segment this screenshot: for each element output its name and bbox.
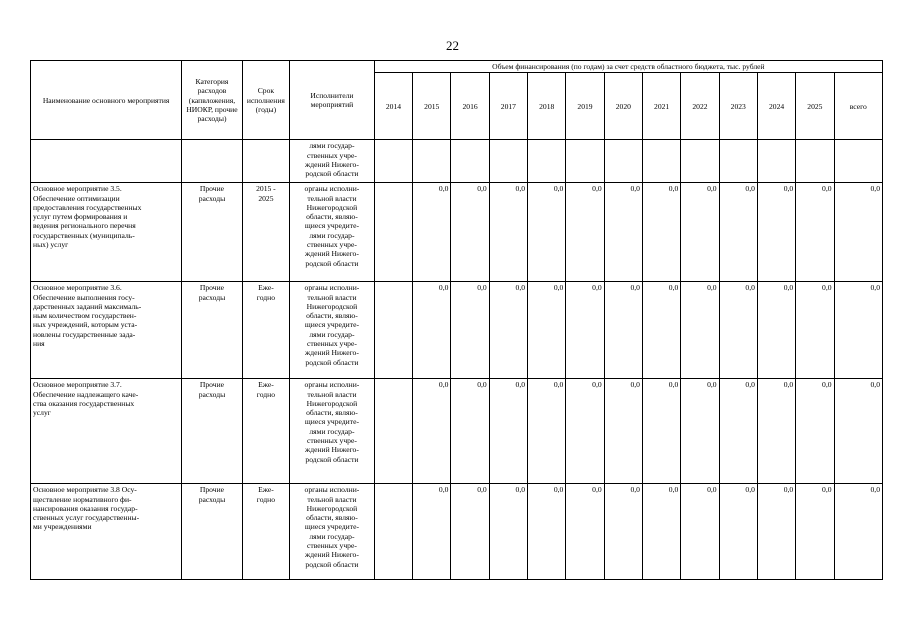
term-line: годно bbox=[256, 292, 276, 302]
executor-line: области, являю- bbox=[306, 212, 358, 222]
year-value-cell: 0,0 bbox=[757, 379, 795, 484]
term-line: годно bbox=[256, 494, 276, 504]
activity-name-line: предоставления государственных bbox=[33, 202, 142, 212]
year-value-cell: 0,0 bbox=[489, 484, 527, 580]
year-value-cell: 0,0 bbox=[528, 183, 566, 282]
executor-line: области, являю- bbox=[306, 408, 358, 418]
activity-name-line: услуг bbox=[33, 408, 51, 418]
executor-line: Нижегородской bbox=[306, 202, 358, 212]
category-line: расходы bbox=[198, 292, 226, 302]
year-value-cell: 0,0 bbox=[757, 484, 795, 580]
category-cell bbox=[182, 379, 242, 484]
executor-cell bbox=[290, 183, 375, 282]
year-header: 2023 bbox=[719, 73, 757, 140]
year-value-cell: 0,0 bbox=[451, 183, 489, 282]
executor-line: тельной власти bbox=[307, 494, 357, 504]
executor-line: ственных учре- bbox=[307, 240, 357, 250]
executor-line: ждений Нижего- bbox=[304, 159, 359, 169]
executor-line: родской области bbox=[305, 357, 359, 367]
category-line: расходы bbox=[198, 193, 226, 203]
activity-name-line: Обеспечение оптимизации bbox=[33, 193, 120, 203]
executor-cell bbox=[290, 140, 375, 183]
year-header: 2025 bbox=[796, 73, 834, 140]
year-header: 2022 bbox=[681, 73, 719, 140]
total-value-cell: 0,0 bbox=[834, 484, 882, 580]
category-line: Прочие bbox=[199, 184, 225, 194]
activity-name-line: ведения регионального перечня bbox=[33, 221, 136, 231]
year-header: 2015 bbox=[413, 73, 451, 140]
activity-name-line: ства оказания государственных bbox=[33, 398, 135, 408]
year-value-cell: 0,0 bbox=[413, 484, 451, 580]
category-line: расходы bbox=[198, 389, 226, 399]
year-value-cell bbox=[374, 484, 412, 580]
year-value-cell: 0,0 bbox=[757, 282, 795, 379]
year-header: 2016 bbox=[451, 73, 489, 140]
category-line: расходы bbox=[198, 494, 226, 504]
term-line: 2015 - bbox=[256, 184, 276, 194]
year-value-cell: 0,0 bbox=[489, 379, 527, 484]
activity-name-line: Основное мероприятие 3.8 Осу- bbox=[33, 485, 137, 495]
executor-line: лями государ- bbox=[309, 141, 355, 151]
header-name: Наименование основного мероприятия bbox=[31, 61, 182, 140]
term-cell bbox=[242, 282, 289, 379]
year-value-cell: 0,0 bbox=[757, 183, 795, 282]
activity-name-line: государственных (муниципаль- bbox=[33, 230, 135, 240]
year-value-cell: 0,0 bbox=[604, 183, 642, 282]
category-line: Прочие bbox=[199, 380, 225, 390]
year-value-cell: 0,0 bbox=[566, 379, 604, 484]
year-value-cell: 0,0 bbox=[566, 183, 604, 282]
year-value-cell: 0,0 bbox=[796, 379, 834, 484]
executor-line: органы исполни- bbox=[304, 184, 360, 194]
year-value-cell: 0,0 bbox=[642, 484, 680, 580]
executor-cell bbox=[290, 379, 375, 484]
executor-line: щиеся учредите- bbox=[304, 522, 359, 532]
activity-name-line: Основное мероприятие 3.6. bbox=[33, 283, 122, 293]
activity-name-cell bbox=[31, 282, 182, 379]
year-value-cell: 0,0 bbox=[451, 282, 489, 379]
activity-name-line: ным количеством государствен- bbox=[33, 311, 137, 321]
executor-line: тельной власти bbox=[307, 389, 357, 399]
executor-line: области, являю- bbox=[306, 311, 358, 321]
executor-line: родской области bbox=[305, 454, 359, 464]
activity-name-line: новлены государственные зада- bbox=[33, 329, 136, 339]
header-funding-group: Объем финансирования (по годам) за счет средств областного бюджета, тыс. рублей bbox=[374, 61, 882, 73]
term-cell bbox=[242, 379, 289, 484]
activity-name-line: дарственных заданий максималь- bbox=[33, 301, 142, 311]
activity-name-line: ния bbox=[33, 339, 45, 349]
executor-line: органы исполни- bbox=[304, 485, 360, 495]
activity-name-line: ществление нормативного фи- bbox=[33, 494, 132, 504]
year-value-cell: 0,0 bbox=[528, 282, 566, 379]
total-header: всего bbox=[834, 73, 882, 140]
executor-line: органы исполни- bbox=[304, 380, 360, 390]
activity-name-line: Обеспечение надлежащего каче- bbox=[33, 389, 139, 399]
executor-line: области, являю- bbox=[306, 513, 358, 523]
executor-line: щиеся учредите- bbox=[304, 417, 359, 427]
header-executors: Исполнители мероприятий bbox=[290, 61, 375, 140]
year-header: 2024 bbox=[757, 73, 795, 140]
executor-line: Нижегородской bbox=[306, 503, 358, 513]
executor-line: ственных учре- bbox=[307, 339, 357, 349]
category-line: Прочие bbox=[199, 485, 225, 495]
year-value-cell bbox=[374, 379, 412, 484]
year-value-cell: 0,0 bbox=[528, 379, 566, 484]
executor-line: органы исполни- bbox=[304, 283, 360, 293]
activity-name-line: нансирования оказания государ- bbox=[33, 503, 138, 513]
executor-cell bbox=[290, 484, 375, 580]
year-value-cell: 0,0 bbox=[451, 379, 489, 484]
year-value-cell: 0,0 bbox=[642, 282, 680, 379]
activity-name-cell bbox=[31, 379, 182, 484]
category-cell bbox=[182, 183, 242, 282]
activity-name-line: ных) услуг bbox=[33, 240, 69, 250]
table-row bbox=[31, 282, 883, 379]
executor-line: щиеся учредите- bbox=[304, 320, 359, 330]
year-value-cell: 0,0 bbox=[604, 484, 642, 580]
year-value-cell: 0,0 bbox=[451, 484, 489, 580]
executor-line: Нижегородской bbox=[306, 301, 358, 311]
table-row bbox=[31, 183, 883, 282]
year-value-cell: 0,0 bbox=[642, 183, 680, 282]
year-header: 2020 bbox=[604, 73, 642, 140]
year-value-cell: 0,0 bbox=[566, 484, 604, 580]
year-value-cell: 0,0 bbox=[566, 282, 604, 379]
term-cell bbox=[242, 484, 289, 580]
year-value-cell bbox=[374, 282, 412, 379]
year-value-cell: 0,0 bbox=[719, 282, 757, 379]
category-cell bbox=[182, 282, 242, 379]
executor-line: лями государ- bbox=[309, 426, 355, 436]
term-line: Еже- bbox=[258, 283, 274, 293]
executor-line: родской области bbox=[305, 258, 359, 268]
executor-cell bbox=[290, 282, 375, 379]
activity-name-cell bbox=[31, 183, 182, 282]
year-value-cell: 0,0 bbox=[719, 484, 757, 580]
activity-name-line: Обеспечение выполнения госу- bbox=[33, 292, 135, 302]
year-value-cell: 0,0 bbox=[681, 484, 719, 580]
executor-line: ждений Нижего- bbox=[304, 348, 359, 358]
year-value-cell: 0,0 bbox=[796, 183, 834, 282]
year-value-cell: 0,0 bbox=[489, 183, 527, 282]
executor-line: щиеся учредите- bbox=[304, 221, 359, 231]
executor-line: ждений Нижего- bbox=[304, 445, 359, 455]
year-value-cell: 0,0 bbox=[413, 379, 451, 484]
year-value-cell: 0,0 bbox=[413, 183, 451, 282]
executor-line: тельной власти bbox=[307, 193, 357, 203]
executor-line: ждений Нижего- bbox=[304, 550, 359, 560]
header-term: Срок исполнения (годы) bbox=[242, 61, 289, 140]
table-row bbox=[31, 379, 883, 484]
year-value-cell: 0,0 bbox=[642, 379, 680, 484]
year-value-cell: 0,0 bbox=[681, 379, 719, 484]
term-line: Еже- bbox=[258, 380, 274, 390]
activity-name-line: услуг путем формирования и bbox=[33, 212, 128, 222]
year-value-cell: 0,0 bbox=[681, 183, 719, 282]
year-value-cell: 0,0 bbox=[719, 379, 757, 484]
executor-line: родской области bbox=[305, 559, 359, 569]
executor-line: лями государ- bbox=[309, 531, 355, 541]
executor-line: лями государ- bbox=[309, 329, 355, 339]
activity-name-line: ных учреждений, которым уста- bbox=[33, 320, 138, 330]
year-value-cell bbox=[374, 183, 412, 282]
executor-line: Нижегородской bbox=[306, 398, 358, 408]
year-header: 2018 bbox=[528, 73, 566, 140]
term-cell bbox=[242, 183, 289, 282]
year-header: 2019 bbox=[566, 73, 604, 140]
year-value-cell: 0,0 bbox=[528, 484, 566, 580]
activity-name-line: Основное мероприятие 3.5. bbox=[33, 184, 122, 194]
year-value-cell: 0,0 bbox=[796, 484, 834, 580]
total-value-cell: 0,0 bbox=[834, 282, 882, 379]
category-line: Прочие bbox=[199, 283, 225, 293]
continuation-row bbox=[31, 140, 883, 183]
header-category: Категория расходов (капвложения, НИОКР, прочие расходы) bbox=[182, 61, 242, 140]
year-value-cell: 0,0 bbox=[604, 282, 642, 379]
executor-line: ственных учре- bbox=[307, 150, 357, 160]
year-value-cell: 0,0 bbox=[719, 183, 757, 282]
year-value-cell: 0,0 bbox=[489, 282, 527, 379]
executor-line: тельной власти bbox=[307, 292, 357, 302]
executor-line: родской области bbox=[305, 169, 359, 179]
table-row bbox=[31, 484, 883, 580]
term-line: годно bbox=[256, 389, 276, 399]
total-value-cell: 0,0 bbox=[834, 183, 882, 282]
year-header: 2021 bbox=[642, 73, 680, 140]
page-number: 22 bbox=[446, 38, 459, 53]
funding-table bbox=[30, 60, 883, 580]
activity-name-line: ственных услуг государственны- bbox=[33, 513, 140, 523]
activity-name-line: ми учреждениями bbox=[33, 522, 92, 532]
total-value-cell: 0,0 bbox=[834, 379, 882, 484]
year-value-cell: 0,0 bbox=[413, 282, 451, 379]
category-cell bbox=[182, 484, 242, 580]
year-header: 2017 bbox=[489, 73, 527, 140]
year-value-cell: 0,0 bbox=[796, 282, 834, 379]
executor-line: ственных учре- bbox=[307, 541, 357, 551]
executor-line: лями государ- bbox=[309, 230, 355, 240]
year-value-cell: 0,0 bbox=[681, 282, 719, 379]
activity-name-cell bbox=[31, 484, 182, 580]
executor-line: ждений Нижего- bbox=[304, 249, 359, 259]
executor-line: ственных учре- bbox=[307, 436, 357, 446]
term-line: Еже- bbox=[258, 485, 274, 495]
year-header: 2014 bbox=[374, 73, 412, 140]
year-value-cell: 0,0 bbox=[604, 379, 642, 484]
term-line: 2025 bbox=[258, 193, 274, 203]
activity-name-line: Основное мероприятие 3.7. bbox=[33, 380, 122, 390]
